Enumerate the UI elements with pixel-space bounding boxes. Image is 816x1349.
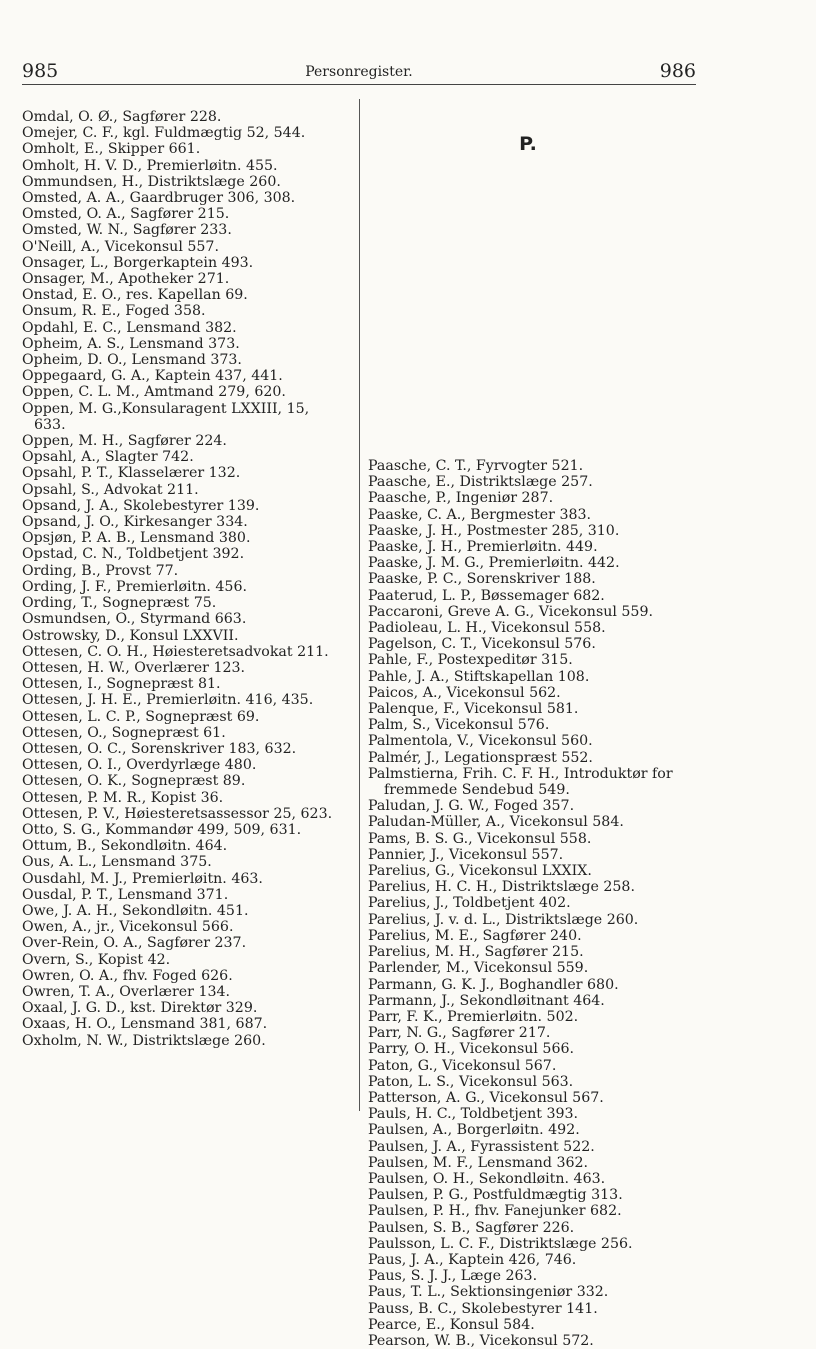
register-entry: Palmentola, V., Vicekonsul 560. (368, 733, 593, 750)
register-entry: Onsum, R. E., Foged 358. (22, 303, 206, 320)
section-letter: P. (519, 133, 537, 155)
register-entry: Opsjøn, P. A. B., Lensmand 380. (22, 530, 251, 547)
register-entry: Paaske, J. H., Premierløitn. 449. (368, 539, 598, 556)
page-number-left: 985 (22, 60, 59, 82)
register-entry: Paaske, P. C., Sorenskriver 188. (368, 571, 596, 588)
register-entry: Ottesen, O. C., Sorenskriver 183, 632. (22, 740, 297, 757)
register-entry: Onstad, E. O., res. Kapellan 69. (22, 287, 248, 304)
register-entry: Onsager, M., Apotheker 271. (22, 271, 230, 288)
register-entry: Opsahl, P. T., Klasselærer 132. (22, 465, 241, 482)
register-entry: Paasche, C. T., Fyrvogter 521. (368, 458, 584, 474)
register-entry: Pauss, B. C., Skolebestyrer 141. (368, 1300, 598, 1317)
register-entry: Paulsen, M. F., Lensmand 362. (368, 1154, 589, 1171)
register-entry: Oppen, M. H., Sagfører 224. (22, 433, 227, 450)
left-column (22, 109, 354, 1049)
register-entry: Omholt, H. V. D., Premierløitn. 455. (22, 157, 278, 174)
register-entry: Paulsen, S. B., Sagfører 226. (368, 1219, 575, 1236)
register-entry: Ous, A. L., Lensmand 375. (22, 854, 212, 871)
register-entry: Omsted, W. N., Sagfører 233. (22, 222, 232, 239)
page-number-right: 986 (659, 60, 696, 82)
register-entry: Paulsen, O. H., Sekondløitn. 463. (368, 1170, 606, 1187)
register-entry: Parr, F. K., Premierløitn. 502. (368, 1008, 579, 1025)
register-entry: Pagelson, C. T., Vicekonsul 576. (368, 636, 596, 653)
register-entry: O'Neill, A., Vicekonsul 557. (22, 238, 219, 255)
register-entry: 633. (34, 416, 66, 433)
register-entry: Opsahl, A., Slagter 742. (22, 449, 194, 466)
register-entry: Paccaroni, Greve A. G., Vicekonsul 559. (368, 603, 653, 620)
register-entry: Opheim, D. O., Lensmand 373. (22, 352, 242, 369)
register-entry: Paasche, P., Ingeniør 287. (368, 490, 554, 507)
register-entry: Ommundsen, H., Distriktslæge 260. (22, 173, 281, 190)
register-entry: Overn, S., Kopist 42. (22, 951, 171, 968)
register-entry: Opsahl, S., Advokat 211. (22, 481, 199, 498)
register-entry: Omsted, O. A., Sagfører 215. (22, 206, 230, 223)
register-entry: Parelius, J., Toldbetjent 402. (368, 895, 571, 912)
register-entry: Paasche, E., Distriktslæge 257. (368, 474, 593, 491)
register-entry: Palm, S., Vicekonsul 576. (368, 717, 550, 734)
register-entry: Parmann, G. K. J., Boghandler 680. (368, 976, 619, 993)
register-entry: Ottesen, O., Sognepræst 61. (22, 724, 226, 741)
register-entry: Opdahl, E. C., Lensmand 382. (22, 319, 237, 336)
register-entry: Pahle, J. A., Stiftskapellan 108. (368, 668, 590, 685)
register-entry: Ousdahl, M. J., Premierløitn. 463. (22, 870, 263, 887)
register-entry: Parelius, M. E., Sagfører 240. (368, 927, 582, 944)
register-entry: Ottesen, O. I., Overdyrlæge 480. (22, 757, 257, 774)
register-entry: Paludan-Müller, A., Vicekonsul 584. (368, 814, 624, 831)
column-divider (359, 99, 360, 1111)
register-entry: Paludan, J. G. W., Foged 357. (368, 798, 575, 815)
register-entry: Oppegaard, G. A., Kaptein 437, 441. (22, 368, 283, 385)
page-header (22, 56, 696, 85)
register-entry: Onsager, L., Borgerkaptein 493. (22, 254, 254, 271)
register-entry: Opstad, C. N., Toldbetjent 392. (22, 546, 245, 563)
register-entry: Ording, B., Provst 77. (22, 562, 179, 579)
register-entry: Oxaal, J. G. D., kst. Direktør 329. (22, 1000, 258, 1017)
register-entry: Owe, J. A. H., Sekondløitn. 451. (22, 902, 249, 919)
register-entry: Paulsen, A., Borgerløitn. 492. (368, 1122, 580, 1139)
register-entry: Ording, J. F., Premierløitn. 456. (22, 578, 247, 595)
register-entry: Pearson, W. B., Vicekonsul 572. (368, 1332, 594, 1349)
register-entry: Pauls, H. C., Toldbetjent 393. (368, 1106, 579, 1123)
register-entry: Paton, G., Vicekonsul 567. (368, 1057, 557, 1074)
register-entry: Ottesen, H. W., Overlærer 123. (22, 659, 246, 676)
register-entry: Owren, T. A., Overlærer 134. (22, 983, 231, 1000)
register-entry: Ottesen, J. H. E., Premierløitn. 416, 435. (22, 692, 314, 709)
register-entry: Omsted, A. A., Gaardbruger 306, 308. (22, 190, 296, 207)
register-entry: Parry, O. H., Vicekonsul 566. (368, 1041, 575, 1058)
register-entry: Omholt, E., Skipper 661. (22, 141, 201, 158)
register-entry: Ording, T., Sognepræst 75. (22, 595, 217, 612)
register-entry: Ostrowsky, D., Konsul LXXVII. (22, 627, 239, 644)
register-entry: Parelius, J. v. d. L., Distriktslæge 260. (368, 911, 639, 928)
register-entry: Paaske, J. M. G., Premierløitn. 442. (368, 555, 620, 572)
register-entry: Paton, L. S., Vicekonsul 563. (368, 1073, 574, 1090)
register-entry: Opsand, J. O., Kirkesanger 334. (22, 514, 248, 531)
register-entry: Paaske, J. H., Postmester 285, 310. (368, 522, 620, 539)
register-entry: Parelius, G., Vicekonsul LXXIX. (368, 863, 592, 880)
register-entry: Ottesen, C. O. H., Høiesteretsadvokat 211. (22, 643, 329, 660)
register-entry: Paaterud, L. P., Bøssemager 682. (368, 587, 605, 604)
register-entry: Ousdal, P. T., Lensmand 371. (22, 886, 229, 903)
register-entry: Pahle, F., Postexpeditør 315. (368, 652, 573, 669)
register-entry: Ottesen, L. C. P., Sognepræst 69. (22, 708, 260, 725)
register-entry: Parmann, J., Sekondløitnant 464. (368, 992, 605, 1009)
register-entry: Otto, S. G., Kommandør 499, 509, 631. (22, 821, 302, 838)
register-entry: Paus, S. J. J., Læge 263. (368, 1268, 538, 1285)
register-entry: Opsand, J. A., Skolebestyrer 139. (22, 497, 260, 514)
register-entry: fremmede Sendebud 549. (384, 782, 570, 799)
register-entry: Pearce, E., Konsul 584. (368, 1316, 535, 1333)
register-entry: Paulsson, L. C. F., Distriktslæge 256. (368, 1235, 633, 1252)
register-entry: Parelius, H. C. H., Distriktslæge 258. (368, 879, 635, 896)
register-entry: Ottesen, O. K., Sognepræst 89. (22, 773, 246, 790)
register-entry: Paulsen, P. G., Postfuldmægtig 313. (368, 1187, 623, 1204)
register-entry: Ottesen, I., Sognepræst 81. (22, 676, 221, 693)
register-entry: Osmundsen, O., Styrmand 663. (22, 611, 247, 628)
register-entry: Owen, A., jr., Vicekonsul 566. (22, 919, 234, 936)
register-entry: Paulsen, P. H., fhv. Fanejunker 682. (368, 1203, 622, 1220)
register-entry: Padioleau, L. H., Vicekonsul 558. (368, 620, 606, 637)
register-entry: Palenque, F., Vicekonsul 581. (368, 701, 579, 718)
register-entry: Ottesen, P. M. R., Kopist 36. (22, 789, 224, 806)
register-entry: Palmstierna, Frih. C. F. H., Introduktør for (368, 765, 673, 782)
register-entry: Paaske, C. A., Bergmester 383. (368, 506, 592, 523)
register-entry: Over-Rein, O. A., Sagfører 237. (22, 935, 247, 952)
register-entry: Parlender, M., Vicekonsul 559. (368, 960, 589, 977)
register-entry: Parr, N. G., Sagfører 217. (368, 1025, 551, 1042)
register-entry: Omdal, O. Ø., Sagfører 228. (22, 109, 222, 125)
register-entry: Opheim, A. S., Lensmand 373. (22, 335, 240, 352)
register-entry: Palmér, J., Legationspræst 552. (368, 749, 593, 766)
page-title: Personregister. (305, 64, 413, 80)
register-entry: Parelius, M. H., Sagfører 215. (368, 944, 584, 961)
register-entry: Pams, B. S. G., Vicekonsul 558. (368, 830, 592, 847)
register-entry: Oppen, C. L. M., Amtmand 279, 620. (22, 384, 286, 401)
register-entry: Owren, O. A., fhv. Foged 626. (22, 967, 233, 984)
register-entry: Ottum, B., Sekondløitn. 464. (22, 838, 228, 855)
register-entry: Oxaas, H. O., Lensmand 381, 687. (22, 1016, 268, 1033)
register-entry: Paus, T. L., Sektionsingeniør 332. (368, 1284, 609, 1301)
register-entry: Oppen, M. G.,Konsularagent LXXIII, 15, (22, 400, 310, 417)
register-entry: Oxholm, N. W., Distriktslæge 260. (22, 1032, 266, 1049)
register-entry: Ottesen, P. V., Høiesteretsassessor 25, 623. (22, 805, 333, 822)
register-entry: Paus, J. A., Kaptein 426, 746. (368, 1251, 577, 1268)
register-entry: Patterson, A. G., Vicekonsul 567. (368, 1089, 604, 1106)
register-entry: Paulsen, J. A., Fyrassistent 522. (368, 1138, 595, 1155)
register-entry: Omejer, C. F., kgl. Fuldmægtig 52, 544. (22, 125, 306, 142)
right-column (368, 458, 700, 1349)
register-entry: Pannier, J., Vicekonsul 557. (368, 846, 564, 863)
register-entry: Paicos, A., Vicekonsul 562. (368, 684, 561, 701)
